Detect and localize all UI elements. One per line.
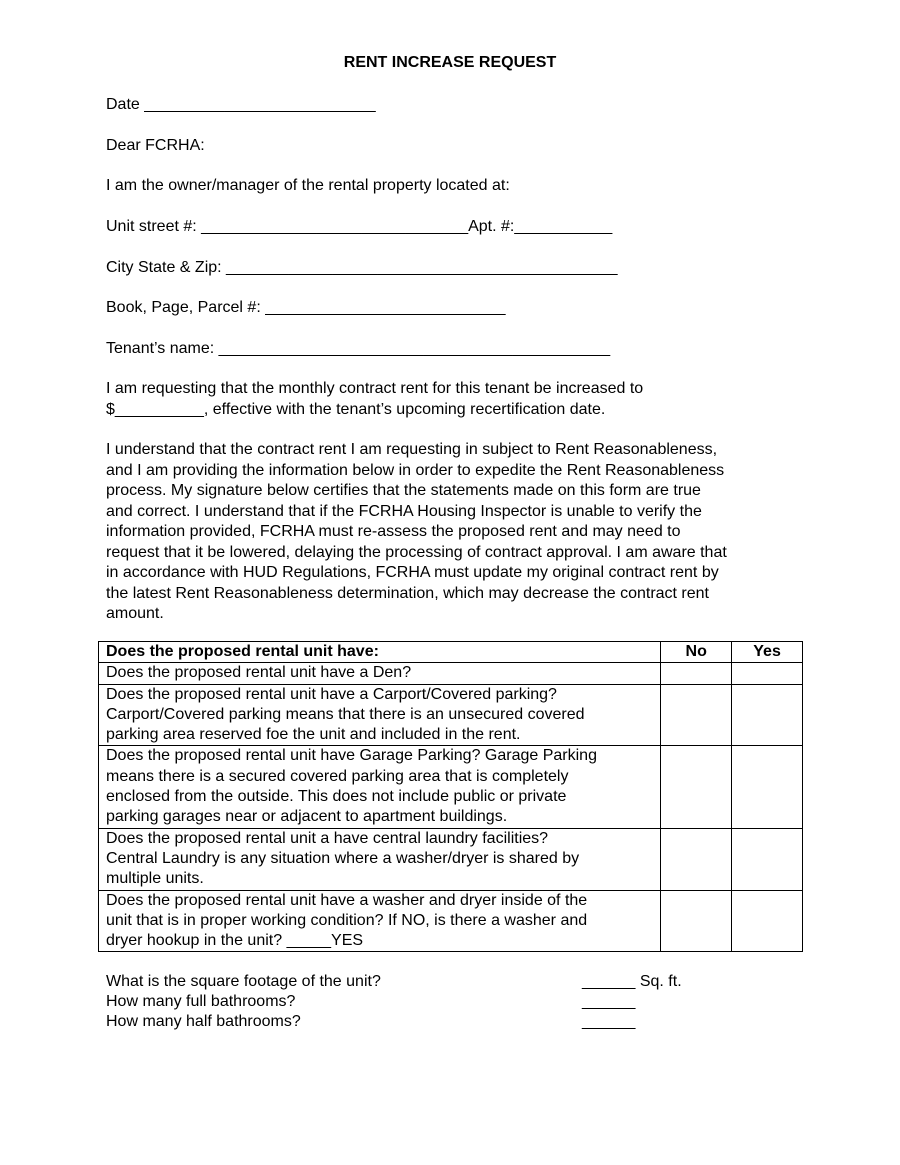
question-den: Does the proposed rental unit have a Den? [99,663,661,684]
full-bathrooms-label: How many full bathrooms? [106,993,296,1010]
half-bathrooms-question [106,1012,636,1032]
garage-no-cell[interactable] [661,746,732,828]
table-row [99,890,803,952]
amenities-table [98,641,803,952]
washer-dryer-yes-cell[interactable] [732,890,803,952]
question-carport: Does the proposed rental unit have a Carport/Covered parking? Carport/Covered parking means that there is an unsecured covered parking area reserved foe the unit and included in the rent. [99,684,661,746]
form-title: RENT INCREASE REQUEST [343,54,557,71]
book-page-parcel-field[interactable]: Book, Page, Parcel #: ___________________________ [106,299,506,316]
den-no-cell[interactable] [661,663,732,684]
garage-yes-cell[interactable] [732,746,803,828]
understanding-paragraph: I understand that the contract rent I am requesting in subject to Rent Reasonableness, and I am providing the information below in order to expedite the Rent Reasonableness process. My signature below certifies that the statements made on this form are true and correct. I understand that if the FCRHA Housing Inspector is unable to verify the information provided, FCRHA must re-assess the proposed rent and may need to request that it be lowered, delaying the processing of contract approval. I am aware that in accordance with HUD Regulations, FCRHA must update my original contract rent by the latest Rent Reasonableness determination, which may decrease the contract rent amount. [106,441,727,622]
request-paragraph: I am requesting that the monthly contract rent for this tenant be increased to $__________, effective with the tenant’s upcoming recertification date. [106,380,644,418]
square-footage-answer[interactable]: ______ Sq. ft. [582,973,682,990]
table-row [99,663,803,684]
full-bathrooms-question [106,992,636,1012]
carport-no-cell[interactable] [661,684,732,746]
den-yes-cell[interactable] [732,663,803,684]
half-bathrooms-label: How many half bathrooms? [106,1013,301,1030]
intro-text: I am the owner/manager of the rental property located at: [106,177,510,194]
square-footage-question [106,972,682,992]
unit-street-field[interactable]: Unit street #: ______________________________Apt. #:___________ [106,218,613,235]
date-field[interactable]: Date __________________________ [106,96,376,113]
yes-column-header: Yes [732,642,803,663]
table-row [99,828,803,890]
city-state-zip-field[interactable]: City State & Zip: ____________________________________________ [106,259,618,276]
tenant-name-field[interactable]: Tenant’s name: ____________________________________________ [106,340,611,357]
laundry-yes-cell[interactable] [732,828,803,890]
question-column-header: Does the proposed rental unit have: [99,642,661,663]
carport-yes-cell[interactable] [732,684,803,746]
table-row [99,746,803,828]
laundry-no-cell[interactable] [661,828,732,890]
table-header-row [99,642,803,663]
square-footage-label: What is the square footage of the unit? [106,973,381,990]
table-row [99,684,803,746]
question-laundry: Does the proposed rental unit a have central laundry facilities? Central Laundry is any situation where a washer/dryer is shared by multiple units. [99,828,661,890]
half-bathrooms-answer[interactable]: ______ [582,1013,636,1030]
salutation: Dear FCRHA: [106,137,205,154]
question-garage: Does the proposed rental unit have Garage Parking? Garage Parking means there is a secured covered parking area that is completely enclosed from the outside. This does not include public or private parking garages near or adjacent to apartment buildings. [99,746,661,828]
washer-dryer-no-cell[interactable] [661,890,732,952]
question-washer-dryer: Does the proposed rental unit have a washer and dryer inside of the unit that is in proper working condition? If NO, is there a washer and dryer hookup in the unit? _____YES [99,890,661,952]
full-bathrooms-answer[interactable]: ______ [582,993,636,1010]
no-column-header: No [661,642,732,663]
